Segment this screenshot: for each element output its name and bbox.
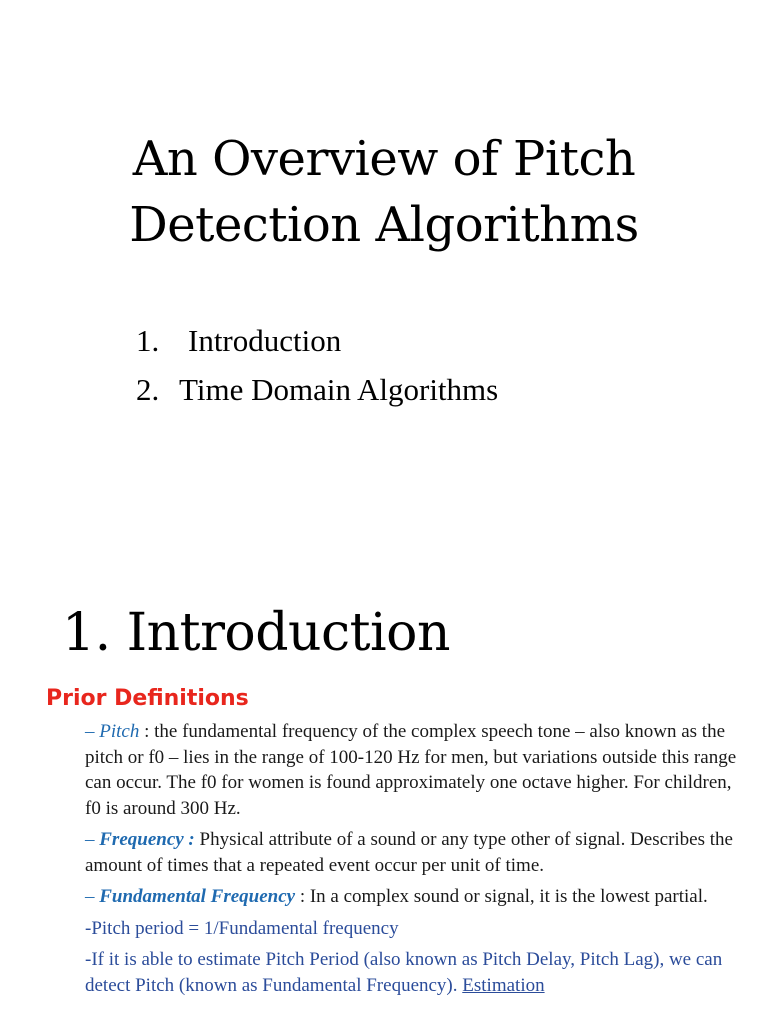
definition-text: : In a complex sound or signal, it is the lowest partial.	[295, 886, 708, 907]
outline-list	[136, 316, 498, 414]
term-frequency: Frequency :	[99, 829, 195, 850]
main-title-line-2: Detection Algorithms	[129, 197, 639, 253]
term-pitch: Pitch	[99, 721, 140, 742]
outline-item-time-domain	[136, 365, 498, 414]
estimation-link[interactable]: Estimation	[462, 974, 545, 996]
definition-text: Physical attribute of a sound or any type other of signal. Describes the amount of times that a repeated event occur per unit of time.	[85, 829, 733, 876]
prior-definitions-heading: Prior Definitions	[46, 686, 249, 711]
term-fundamental-frequency: Fundamental Frequency	[99, 886, 296, 907]
outline-item-label: Introduction	[188, 323, 342, 358]
main-title-line-1: An Overview of Pitch	[132, 131, 636, 187]
definitions-list	[85, 719, 745, 1004]
bullet-dash: –	[85, 886, 95, 907]
outline-item-number: 2.	[136, 372, 160, 407]
definition-fundamental-frequency	[85, 884, 745, 910]
definition-text: : the fundamental frequency of the complex speech tone – also known as the pitch or f0 – lies in the range of 100-120 Hz for men, but variations outside this range can occur. The f0 for women is found approximately one octave higher. For children, f0 is around 300 Hz.	[85, 721, 737, 819]
section-title: 1. Introduction	[62, 603, 450, 663]
outline-item-number: 1.	[136, 323, 160, 358]
outline-item-label: Time Domain Algorithms	[179, 372, 499, 407]
outline-item-introduction	[136, 316, 498, 365]
main-title	[0, 126, 768, 258]
pitch-period-formula: -Pitch period = 1/Fundamental frequency	[85, 917, 399, 939]
bullet-dash: –	[85, 829, 95, 850]
bullet-dash: –	[85, 721, 95, 742]
definition-pitch	[85, 719, 745, 821]
definition-text: -If it is able to estimate Pitch Period (also known as Pitch Delay, Pitch Lag), we can detect Pitch (known as Fundamental Frequency).	[85, 949, 723, 996]
definition-frequency	[85, 827, 745, 878]
definition-estimate	[85, 947, 745, 998]
